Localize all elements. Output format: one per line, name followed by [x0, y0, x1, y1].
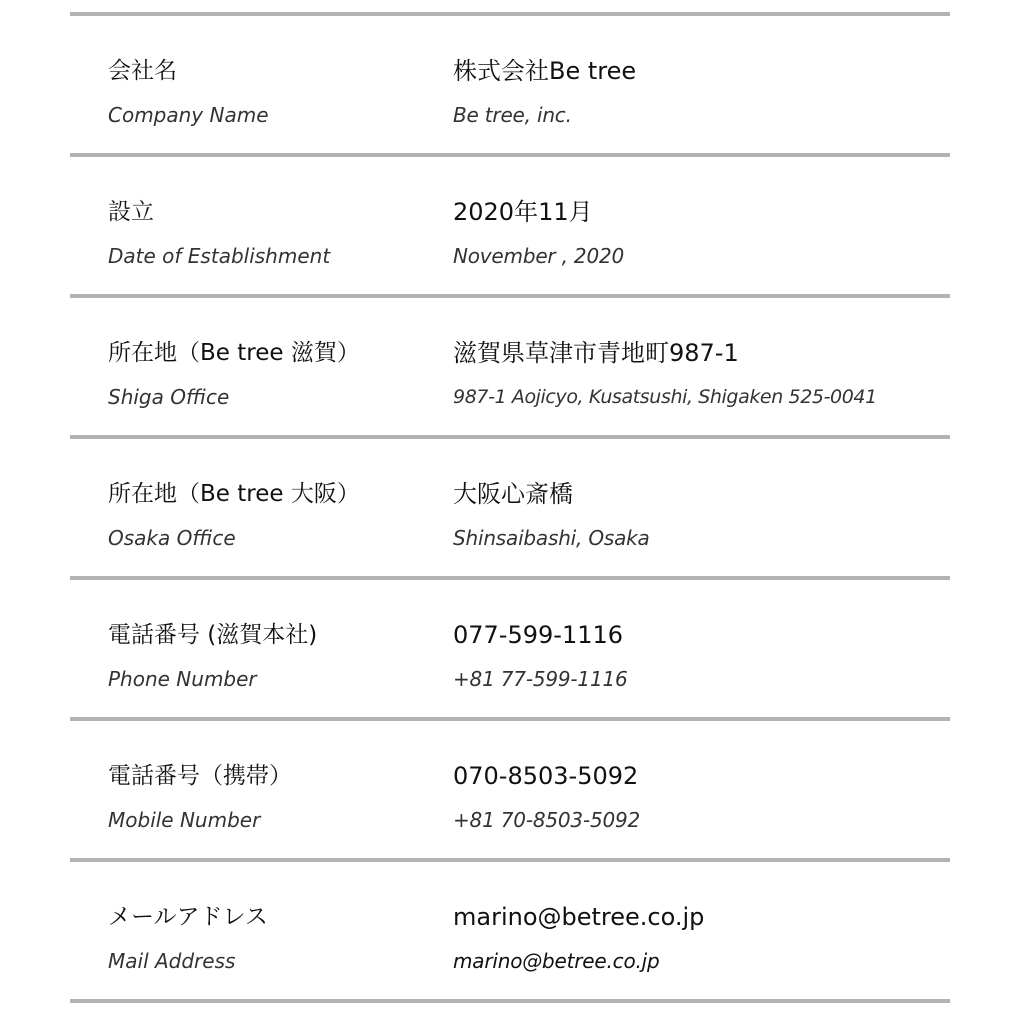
row-label	[108, 721, 448, 858]
label-english: Date of Establishment	[108, 244, 331, 268]
label-japanese: 所在地（Be tree 大阪）	[108, 481, 360, 507]
label-japanese: 電話番号 (滋賀本社)	[108, 622, 318, 648]
email-link[interactable]: marino@betree.co.jp	[453, 903, 705, 931]
value-english: 987-1 Aojicyo, Kusatsushi, Shigaken 525-0041	[453, 386, 877, 408]
row-label	[108, 298, 448, 435]
label-english: Osaka Office	[108, 526, 236, 550]
row-value	[453, 439, 950, 576]
table-row-company-name	[70, 16, 950, 153]
row-value	[453, 157, 950, 294]
value-english: +81 70-8503-5092	[453, 808, 641, 832]
mobile-phone-link[interactable]: 070-8503-5092	[453, 762, 639, 790]
label-japanese: 電話番号（携帯）	[108, 763, 292, 789]
row-value	[453, 862, 950, 999]
value-japanese: 滋賀県草津市青地町987-1	[453, 339, 739, 367]
table-row-osaka-office	[70, 439, 950, 576]
email-link-alt[interactable]: marino@betree.co.jp	[453, 949, 660, 973]
row-value	[453, 580, 950, 717]
row-label	[108, 157, 448, 294]
table-divider	[70, 999, 950, 1003]
row-value	[453, 298, 950, 435]
value-english: Shinsaibashi, Osaka	[453, 526, 650, 550]
label-english: Shiga Office	[108, 385, 230, 409]
row-value	[453, 16, 950, 153]
row-label	[108, 16, 448, 153]
label-english: Phone Number	[108, 667, 257, 691]
value-english: +81 77-599-1116	[453, 667, 628, 691]
table-row-phone	[70, 580, 950, 717]
company-info-table	[70, 12, 950, 1003]
table-row-shiga-office	[70, 298, 950, 435]
value-japanese: 2020年11月	[453, 198, 593, 226]
phone-link[interactable]: 077-599-1116	[453, 621, 624, 649]
row-label	[108, 580, 448, 717]
row-label	[108, 439, 448, 576]
row-value	[453, 721, 950, 858]
value-japanese: 株式会社Be tree	[453, 57, 637, 85]
label-japanese: 所在地（Be tree 滋賀）	[108, 340, 360, 366]
table-row-establishment	[70, 157, 950, 294]
label-japanese: 会社名	[108, 58, 177, 84]
value-japanese: 大阪心斎橋	[453, 480, 573, 508]
table-row-mail	[70, 862, 950, 999]
value-english: Be tree, inc.	[453, 103, 572, 127]
value-english: November , 2020	[453, 244, 625, 268]
table-row-mobile	[70, 721, 950, 858]
label-english: Company Name	[108, 103, 269, 127]
label-english: Mail Address	[108, 949, 236, 973]
label-japanese: 設立	[108, 199, 154, 225]
label-japanese: メールアドレス	[108, 904, 268, 930]
label-english: Mobile Number	[108, 808, 261, 832]
row-label	[108, 862, 448, 999]
